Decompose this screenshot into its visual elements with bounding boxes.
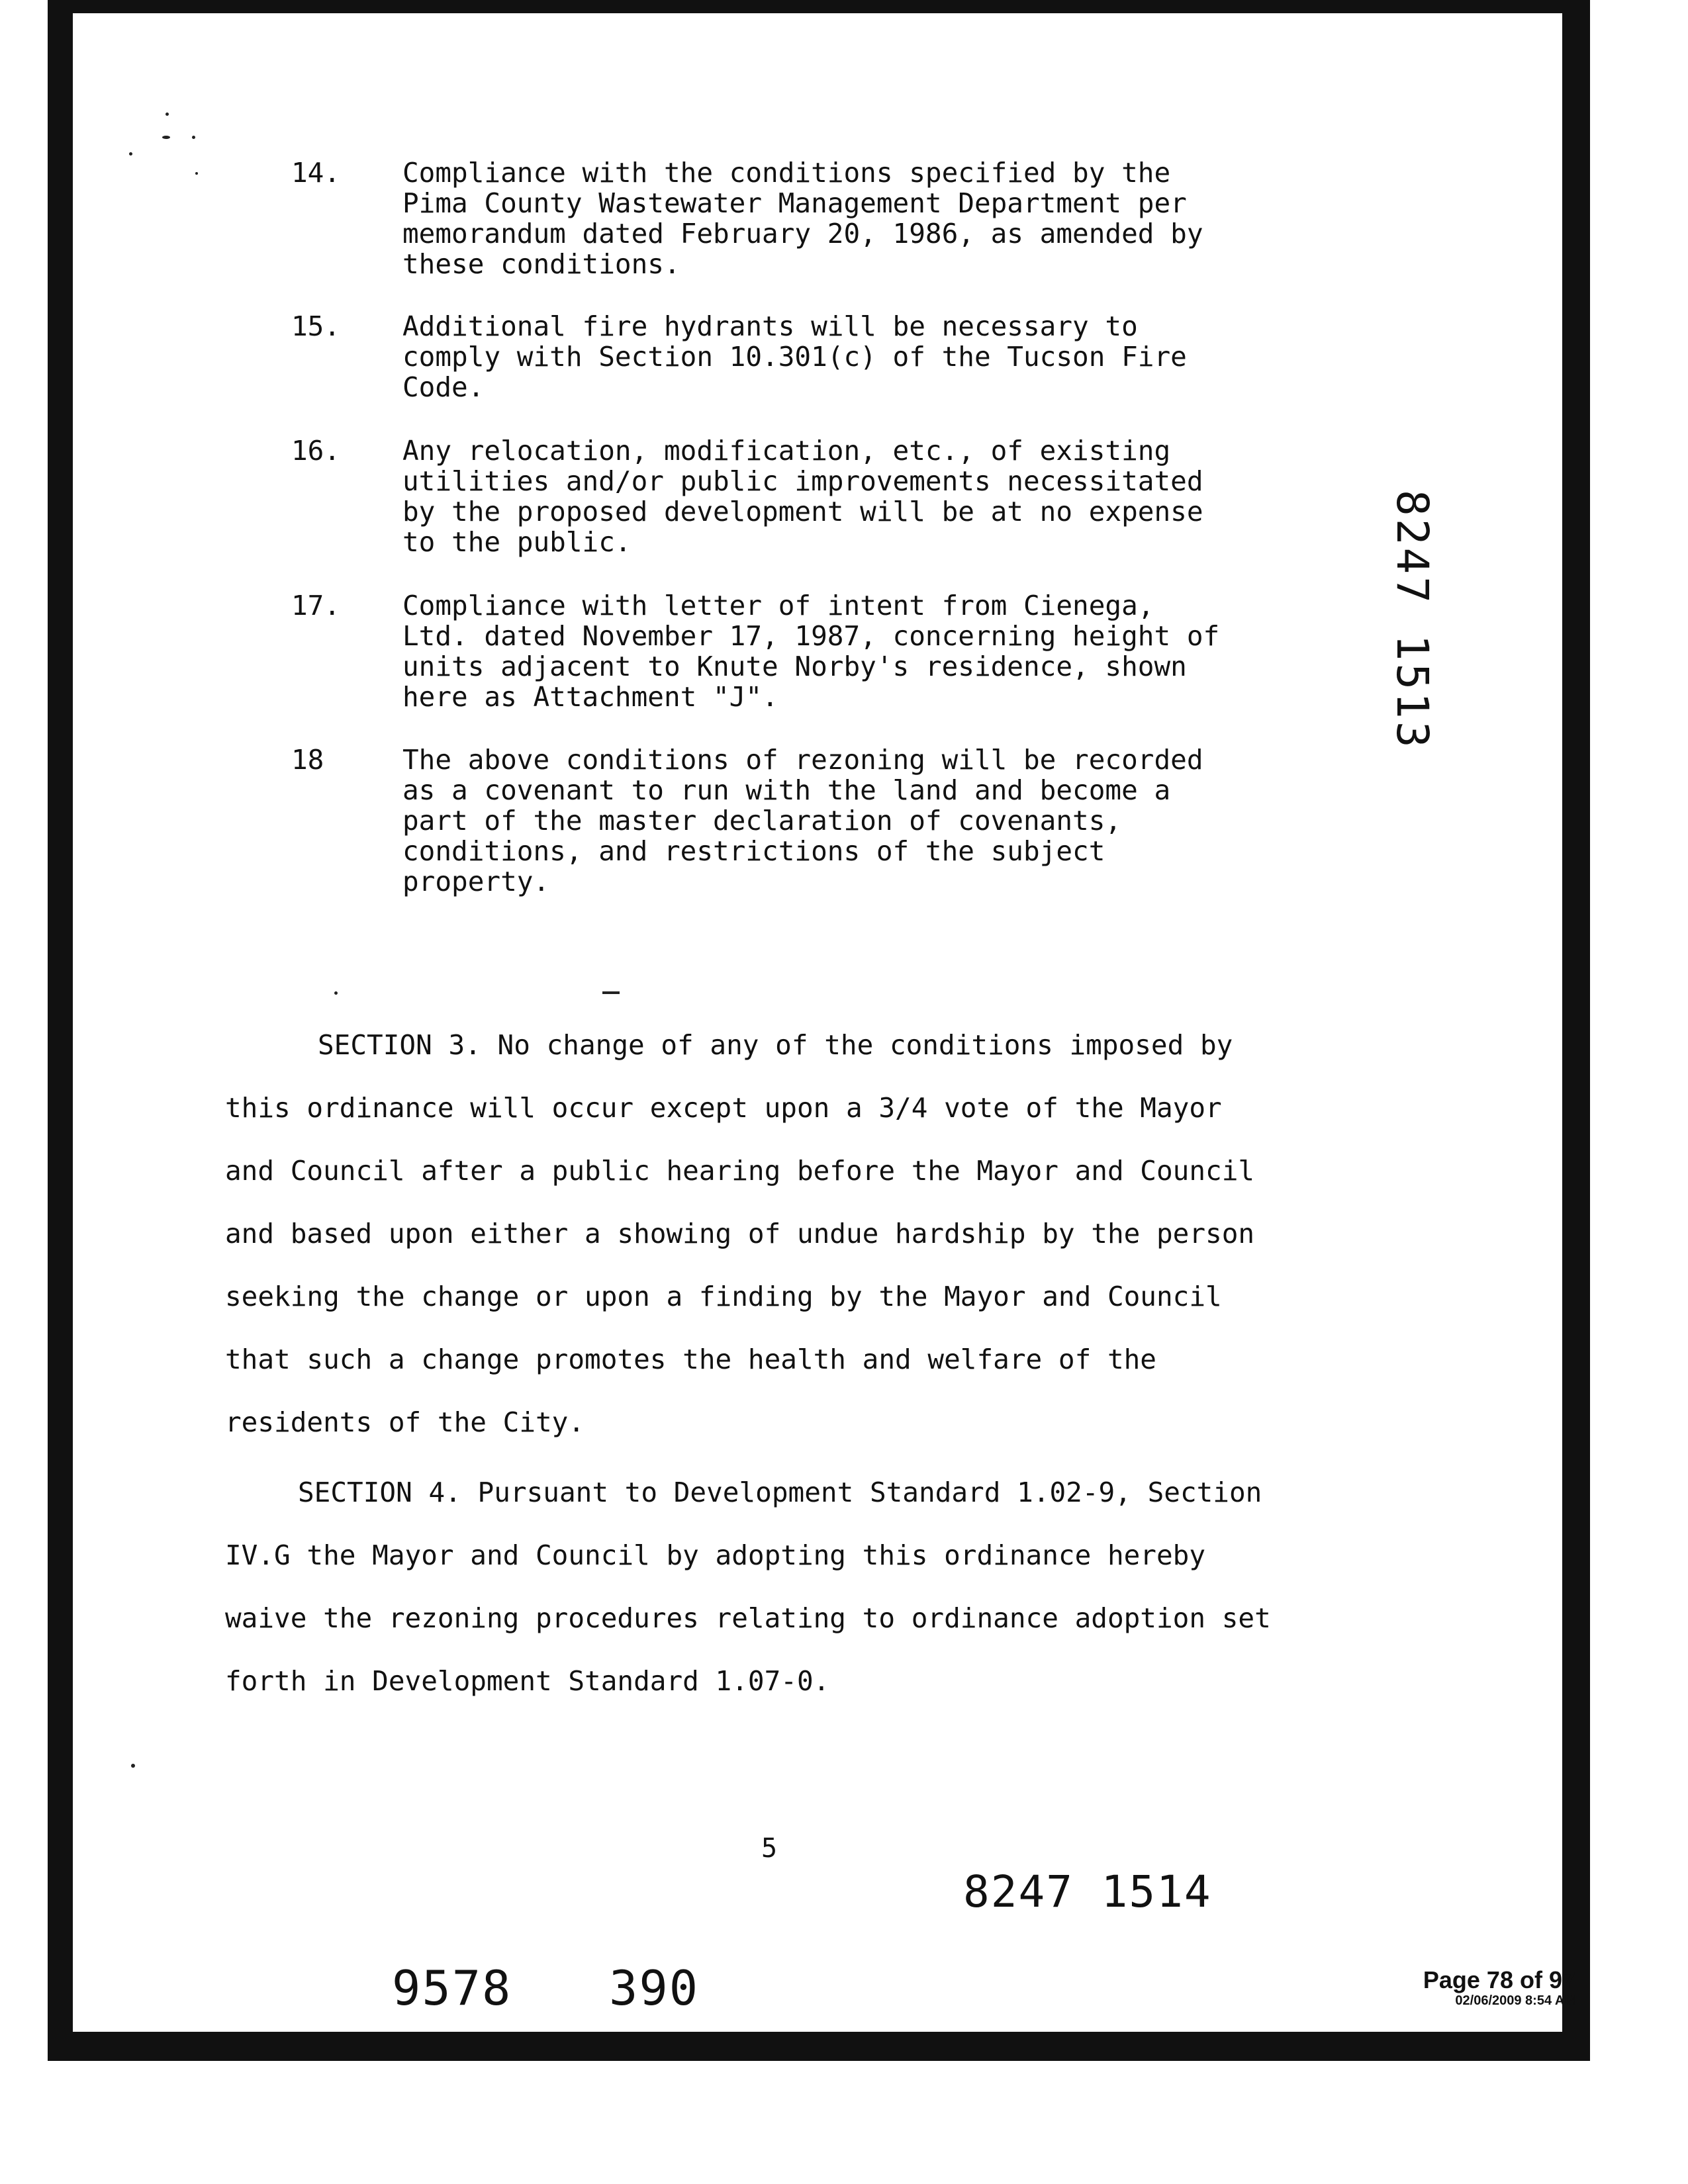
- condition-item-15: [291, 311, 1377, 404]
- scan-speck: [131, 1764, 135, 1768]
- scan-border-left: [48, 0, 73, 2060]
- scan-speck: [129, 152, 132, 156]
- scan-speck: [602, 991, 620, 994]
- scan-speck: [334, 991, 338, 995]
- scan-border-bottom: [48, 2032, 1590, 2061]
- scan-speck: [165, 113, 169, 116]
- side-recording-stamp: 8247 1513: [1387, 490, 1438, 751]
- condition-text: The above conditions of rezoning will be recorded as a covenant to run with the land and become a part of the master declaration of covenants, conditions, and restrictions of the subject property.: [402, 744, 1203, 897]
- page-counter-label: Page 78 of 97: [1423, 1966, 1575, 1993]
- scan-speck: [192, 136, 195, 139]
- print-timestamp: 02/06/2009 8:54 AM: [1455, 1993, 1575, 2008]
- condition-text: Compliance with the conditions specified by the Pima County Wastewater Management Department per memorandum dated February 20, 1986, as amended by these conditions.: [402, 157, 1203, 280]
- bottom-recording-stamp: 8247 1514: [963, 1866, 1212, 1917]
- page-counter: [1423, 1967, 1575, 2008]
- docket-book-number: 9578: [392, 1960, 512, 2016]
- condition-item-16: [291, 435, 1377, 561]
- condition-number: 15.: [291, 310, 341, 342]
- scan-border-right: [1562, 0, 1590, 2060]
- condition-text: Compliance with letter of intent from Cienega, Ltd. dated November 17, 1987, concerning height of units adjacent to Knute Norby's residence, shown here as Attachment "J".: [402, 590, 1220, 713]
- condition-number: 18: [291, 744, 324, 776]
- condition-number: 14.: [291, 157, 341, 189]
- scan-speck: [162, 136, 170, 139]
- condition-item-14: [291, 158, 1377, 283]
- condition-number: 17.: [291, 590, 341, 621]
- page-number: 5: [761, 1833, 778, 1864]
- section-3-paragraph: SECTION 3. No change of any of the conditions imposed by this ordinance will occur except upon a 3/4 vote of the Mayor and Council after a public hearing before the Mayor and Council and based upon either a showing of undue hardship by the person seeking the change or upon a finding by the Mayor and Council that such a change promotes the health and welfare of the residents of the City.: [225, 1029, 1255, 1438]
- condition-text: Any relocation, modification, etc., of existing utilities and/or public improvements necessitated by the proposed development will be at no expense to the public.: [402, 435, 1203, 558]
- section-4-paragraph: SECTION 4. Pursuant to Development Standard 1.02-9, Section IV.G the Mayor and Council by adopting this ordinance hereby waive the rezoning procedures relating to ordinance adoption set forth in Development Standard 1.07-0.: [225, 1477, 1271, 1697]
- docket-page-number: 390: [609, 1960, 700, 2016]
- condition-item-17: [291, 590, 1377, 716]
- condition-number: 16.: [291, 435, 341, 467]
- scan-border-top: [48, 0, 1590, 13]
- condition-item-18: [291, 745, 1377, 903]
- condition-text: Additional fire hydrants will be necessary to comply with Section 10.301(c) of the Tucson Fire Code.: [402, 310, 1187, 403]
- scan-speck: [195, 172, 198, 175]
